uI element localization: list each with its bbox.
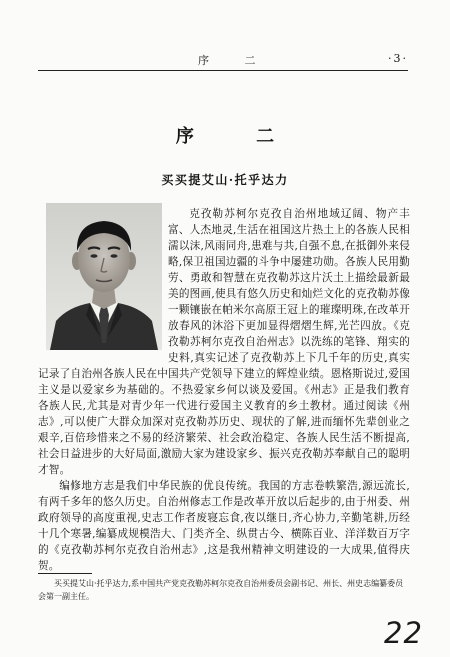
preface-body bbox=[38, 206, 410, 574]
author-name: 买买提艾山·托乎达力 bbox=[161, 173, 289, 187]
footnote: 买买提艾山·托乎达力,系中国共产党克孜勒苏柯尔克孜自治州委员会副书记、州长、州史志编纂委员会第一副主任。 bbox=[38, 579, 404, 601]
header-rule bbox=[38, 70, 408, 71]
footnote-rule bbox=[38, 573, 92, 574]
running-title: 序 二 bbox=[198, 54, 272, 67]
paragraph: 编修地方志是我们中华民族的优良传统。我国的方志卷帙繁浩,源远流长,有两千多年的悠久历史。自治州修志工作是改革开放以后起步的,由于州委、州政府领导的高度重视,史志工作者废寝忘食,夜以继日,齐心协力,辛勤笔耕,历经十几个寒暑,编纂成规模浩大、门类齐全、纵贯古今、横陈百业、洋洋数百万字的《克孜勒苏柯尔克孜自治州志》,这是我州精神文明建设的一大成果,值得庆贺。 bbox=[38, 480, 410, 572]
handwritten-page-number: 22 bbox=[384, 616, 423, 650]
portrait-spacer bbox=[38, 206, 168, 358]
running-header bbox=[38, 52, 408, 66]
page-number: ·3· bbox=[388, 52, 408, 65]
paragraph: 克孜勒苏柯尔克孜自治州地域辽阔、物产丰富、人杰地灵,生活在祖国这片热土上的各族人民相濡以沫,风雨同舟,患难与共,自强不息,在抵御外来侵略,保卫祖国边疆的斗争中屡建功勋。各族人民用勤劳、勇敢和智慧在克孜勒苏这片沃土上描绘最新最美的图画,使具有悠久历史和灿烂文化的克孜勒苏像一颗镶嵌在帕米尔高原王冠上的璀璨明珠,在改革开放春风的沐浴下更加显得熠熠生辉,光芒四放。《克孜勒苏柯尔克孜自治州志》以洗练的笔锋、翔实的史料,真实记述了克孜勒苏上下几千年的历史,真实记录了自治州各族人民在中国共产党领导下建立的辉煌业绩。恩格斯说过,爱国主义是以爱家乡为基础的。不热爱家乡何以谈及爱国。《州志》正是我们教育各族人民,尤其是对青少年一代进行爱国主义教育的乡土教材。通过阅读《州志》,可以使广大群众加深对克孜勒苏历史、现状的了解,进而缅怀先辈创业之艰辛,百倍珍惜来之不易的经济繁荣、社会政治稳定、各族人民生活不断提高,社会日益进步的大好局面,激励大家为建设家乡、振兴克孜勒苏奉献自己的聪明才智。 bbox=[38, 208, 410, 476]
page-title: 序 二 bbox=[175, 126, 303, 147]
